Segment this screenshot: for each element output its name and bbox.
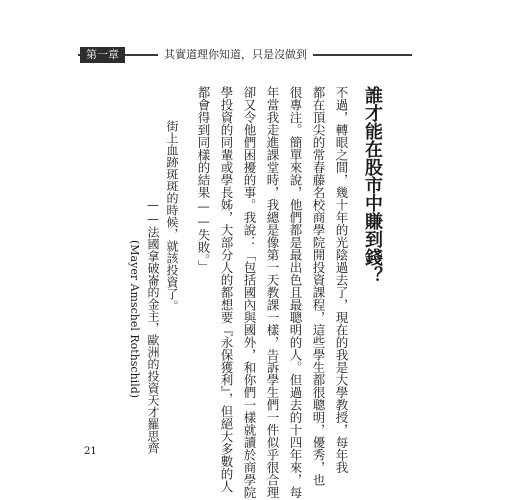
quote-attribution: ——法國拿破崙的金主，歐洲的投資天才羅思齊 [146, 198, 160, 454]
body-column-7: 都會得到同樣的結果——失敗。」 [196, 86, 211, 273]
chapter-title: 其實道理你知道，只是沒做到 [158, 47, 313, 63]
body-column-3: 很專注。簡單來說，他們都是最出色且最聰明的人。但過去的十四年來，每 [288, 86, 303, 499]
body-column-2: 都在頂尖的常春藤名校商學院開投資課程，這些學生都很聰明，優秀，也 [311, 86, 326, 486]
chapter-label: 第一章 [80, 47, 125, 63]
body-column-4: 年當我走進課堂時，我總是像第一天教課一樣，告訴學生們一件似乎很合理 [265, 86, 280, 499]
quote-line: 街上血跡斑斑的時候，就該投資了。 [165, 120, 179, 312]
body-column-1: 不過，轉眼之間，幾十年的光陰過去了，現在的我是大學教授，每年我 [334, 86, 349, 474]
page-number: 21 [84, 446, 97, 457]
running-header [78, 45, 412, 65]
body-column-6: 學投資的同輩或學長姊，大部分人的都想要『永保獲利』，但絕大多數的人 [219, 86, 234, 493]
section-title: 誰才能在股市中賺到錢？ [362, 86, 383, 284]
body-column-5: 卻又令他們困擾的事。我說：「包括國內與國外，和你們一樣就讀於商學院 [242, 86, 257, 499]
quote-latin-name: (Mayer Amschel Rothschild) [128, 240, 141, 399]
